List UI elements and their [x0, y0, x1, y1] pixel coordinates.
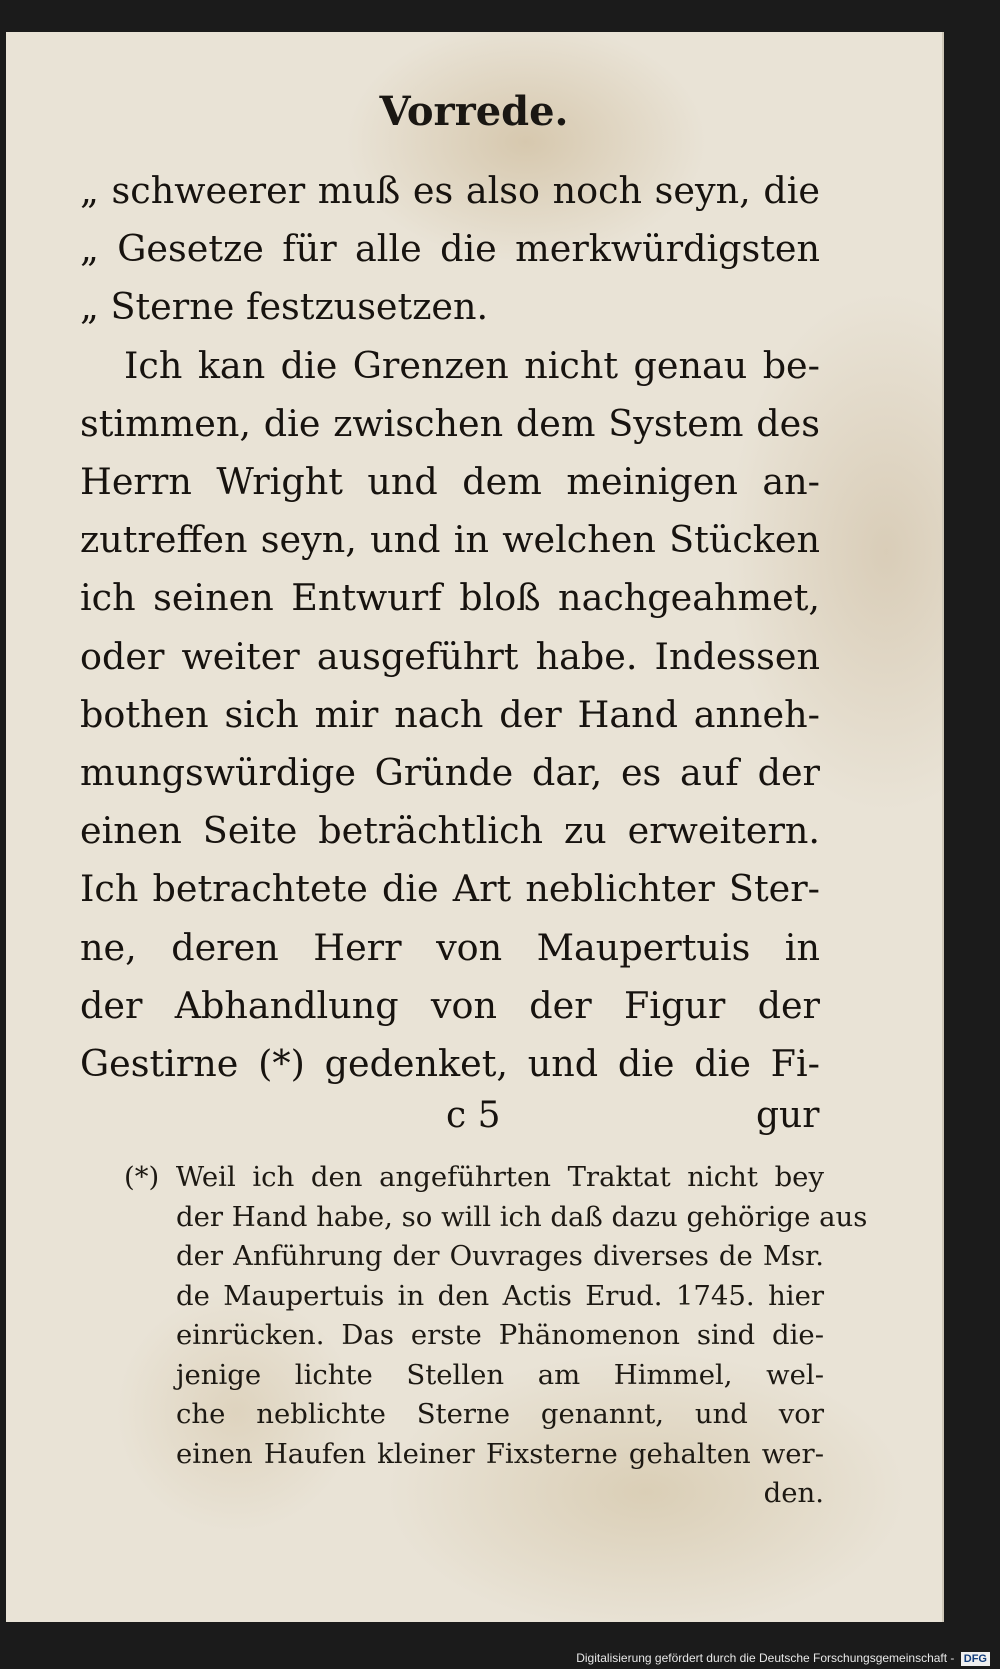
footnote: [124, 1158, 868, 1514]
footnote-line: jenige lichte Stellen am Himmel, wel-: [176, 1358, 824, 1391]
text-line: „ Gesetze für alle die merkwürdigsten: [80, 227, 820, 271]
footnote-line: der Anführung der Ouvrages diverses de Msr.: [176, 1240, 824, 1272]
footnote-line: che neblichte Sterne genannt, und vor: [176, 1398, 824, 1430]
text-line: Ich kan die Grenzen nicht genau be-: [124, 343, 820, 387]
text-line: „ Sterne festzusetzen.: [80, 285, 489, 329]
text-line: ne, deren Herr von Maupertuis in: [80, 925, 820, 969]
footnote-line: (*) Weil ich den angeführten Traktat nicht bey: [124, 1161, 824, 1193]
text-line: einen Seite beträchtlich zu erweitern.: [80, 809, 820, 853]
text-line: mungswürdige Gründe dar, es auf der: [80, 751, 820, 795]
text-line: stimmen, die zwischen dem System des: [80, 401, 820, 445]
main-text: [80, 162, 820, 1093]
book-page: [6, 32, 944, 1622]
text-line: oder weiter ausgeführt habe. Indessen: [80, 634, 820, 678]
funding-text: Digitalisierung gefördert durch die Deutsche Forschungsgemeinschaft -: [576, 1651, 955, 1665]
text-line: bothen sich mir nach der Hand anneh-: [80, 692, 820, 736]
text-line: der Abhandlung von der Figur der: [80, 983, 820, 1027]
funding-footer: [0, 1648, 1000, 1669]
dfg-logo: DFG: [961, 1652, 990, 1666]
text-line: ich seinen Entwurf bloß nachgeahmet,: [80, 576, 820, 620]
footnote-line: einrücken. Das erste Phänomenon sind die-: [176, 1319, 824, 1351]
page-header-title: Vorrede.: [379, 88, 569, 135]
signature-mark: c 5: [446, 1095, 501, 1136]
footnote-line: der Hand habe, so will ich daß dazu gehörige aus: [176, 1200, 868, 1233]
catchword: gur: [756, 1095, 820, 1136]
footnote-line: einen Haufen kleiner Fixsterne gehalten wer-: [176, 1437, 824, 1470]
footnote-line: den.: [763, 1477, 824, 1509]
text-line: „ schweerer muß es also noch seyn, die: [80, 169, 820, 212]
text-line: Gestirne (*) gedenket, und die die Fi-: [80, 1042, 820, 1086]
text-line: Herrn Wright und dem meinigen an-: [80, 460, 820, 504]
text-line: zutreffen seyn, und in welchen Stücken: [80, 518, 820, 562]
footnote-line: de Maupertuis in den Actis Erud. 1745. hier: [176, 1279, 824, 1312]
text-line: Ich betrachtete die Art neblichter Ster-: [80, 867, 820, 911]
